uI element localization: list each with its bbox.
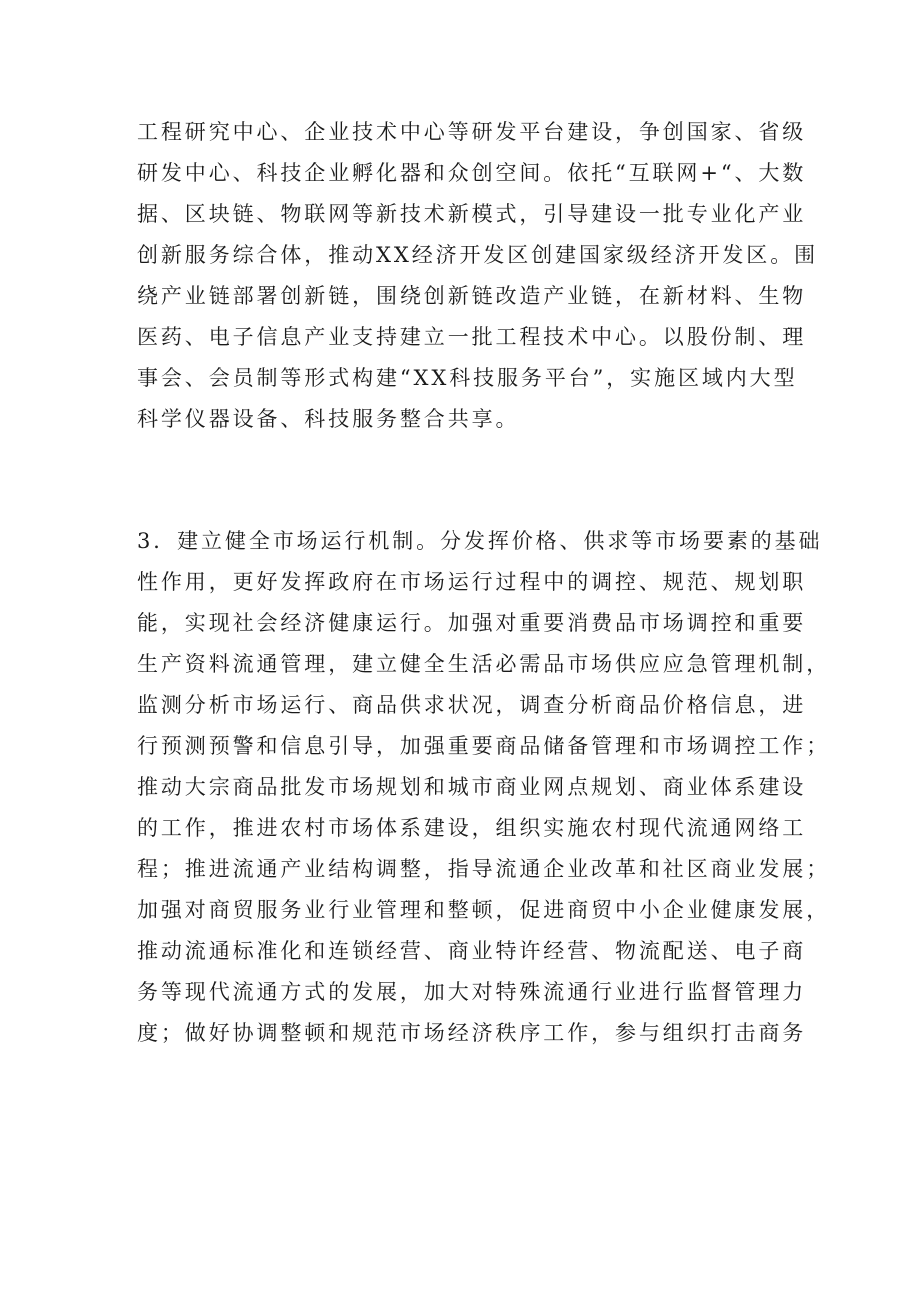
text-line: 推动流通标准化和连锁经营、商业特许经营、物流配送、电子商: [137, 939, 807, 963]
text-line: 创新服务综合体，推动XX经济开发区创建国家级经济开发区。围: [137, 243, 818, 267]
text-line: 务等现代流通方式的发展，加大对特殊流通行业进行监督管理力: [137, 980, 807, 1004]
text-line: 的工作，推进农村市场体系建设，组织实施农村现代流通网络工: [137, 816, 807, 840]
text-line: 程；推进流通产业结构调整，指导流通企业改革和社区商业发展；: [137, 857, 831, 881]
text-line: 科学仪器设备、科技服务整合共享。: [137, 407, 520, 431]
text-line: 3．建立健全市场运行机制。分发挥价格、供求等市场要素的基础: [137, 529, 823, 553]
text-line: 性作用，更好发挥政府在市场运行过程中的调控、规范、规划职: [137, 570, 807, 594]
text-line: 能，实现社会经济健康运行。加强对重要消费品市场调控和重要: [137, 611, 807, 635]
text-line: 绕产业链部署创新链，围绕创新链改造产业链，在新材料、生物: [137, 284, 807, 308]
text-line: 加强对商贸服务业行业管理和整顿，促进商贸中小企业健康发展，: [137, 898, 831, 922]
text-line: 监测分析市场运行、商品供求状况，调查分析商品价格信息，进: [137, 693, 807, 717]
text-line: 研发中心、科技企业孵化器和众创空间。依托“互联网+“、大数: [137, 161, 807, 185]
text-line: 事会、会员制等形式构建“XX科技服务平台”，实施区域内大型: [137, 366, 798, 390]
text-line: 行预测预警和信息引导，加强重要商品储备管理和市场调控工作；: [137, 734, 831, 758]
text-line: 度；做好协调整顿和规范市场经济秩序工作，参与组织打击商务: [137, 1021, 807, 1045]
text-line: 据、区块链、物联网等新技术新模式，引导建设一批专业化产业: [137, 202, 807, 226]
paragraph-rd-platforms: [137, 112, 818, 440]
text-line: 工程研究中心、企业技术中心等研发平台建设，争创国家、省级: [137, 120, 807, 144]
text-line: 医药、电子信息产业支持建立一批工程技术中心。以股份制、理: [137, 325, 807, 349]
text-line: 推动大宗商品批发市场规划和城市商业网点规划、商业体系建设: [137, 775, 807, 799]
text-line: 生产资料流通管理，建立健全生活必需品市场供应应急管理机制，: [137, 652, 831, 676]
paragraph-market-mechanism: [137, 521, 831, 1054]
